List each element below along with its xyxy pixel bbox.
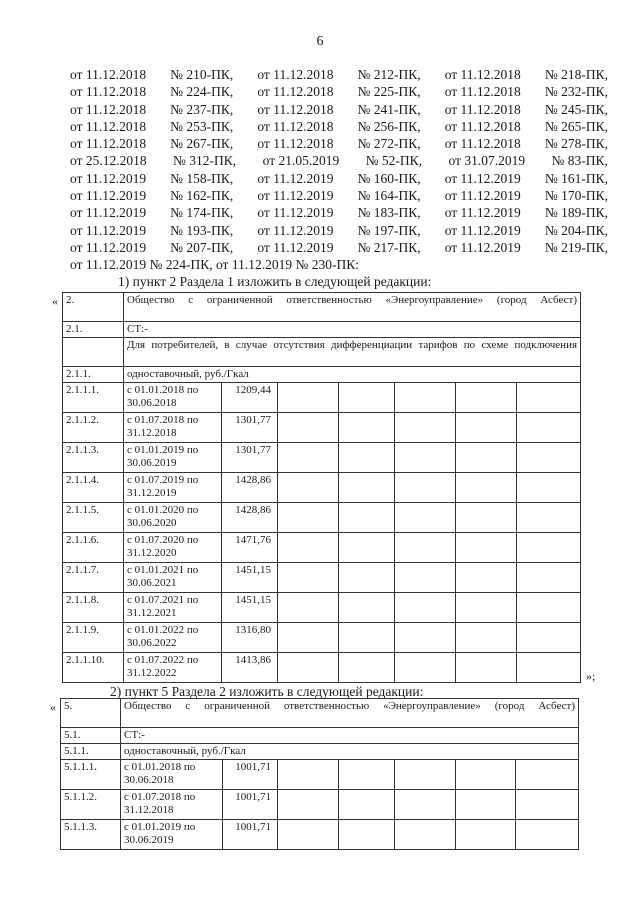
org-name: Общество с ограниченной ответственностью «Энергоуправление» (город Асбест) <box>121 699 579 728</box>
table-row <box>63 623 581 653</box>
decree-date: от 21.05.2019 <box>262 153 340 169</box>
org-name: Общество с ограниченной ответственностью «Энергоуправление» (город Асбест) <box>124 293 581 322</box>
decree-number: № 217-ПК, <box>357 239 421 255</box>
empty-cell <box>278 653 339 683</box>
empty-cell <box>339 473 395 503</box>
empty-cell <box>456 473 517 503</box>
decree-number: № 212-ПК, <box>357 67 421 82</box>
table-row <box>61 760 579 790</box>
decree-number: № 207-ПК, <box>170 239 234 255</box>
empty-cell <box>516 820 579 850</box>
table-row <box>63 503 581 533</box>
empty-cell <box>517 383 581 413</box>
row-period: с 01.07.2021 по 31.12.2021 <box>124 593 222 623</box>
decree-number: № 224-ПК, <box>170 84 234 100</box>
paragraph-2: 2) пункт 5 Раздела 2 изложить в следующей редакции: <box>110 684 424 699</box>
empty-cell <box>395 790 456 820</box>
row-value: 1301,77 <box>222 413 278 443</box>
decree-number: № 174-ПК, <box>170 205 234 221</box>
empty-cell <box>516 790 579 820</box>
decree-date: от 11.12.2018 <box>257 118 334 134</box>
row-value: 1301,77 <box>222 443 278 473</box>
row-number: 2.1.1.5. <box>63 503 124 533</box>
row-value: 1428,86 <box>222 503 278 533</box>
empty-cell <box>339 790 395 820</box>
empty-cell <box>339 443 395 473</box>
row-number: 2.1.1.2. <box>63 413 124 443</box>
system-number: 2.1. <box>63 322 124 338</box>
row-value: 1001,71 <box>223 820 278 850</box>
decree-date: от 11.12.2018 <box>444 67 521 82</box>
empty-cell <box>456 760 516 790</box>
close-quote: »; <box>586 669 596 683</box>
decree-date: от 31.07.2019 <box>448 153 526 169</box>
table-row <box>63 413 581 443</box>
open-quote-2: « <box>50 700 56 714</box>
decree-date: от 11.12.2019 <box>444 239 521 255</box>
system-number: 5.1. <box>61 728 121 744</box>
decree-line <box>70 135 608 152</box>
consumers-spacer <box>63 338 124 367</box>
decree-number: № 312-ПК, <box>173 153 237 169</box>
org-row <box>63 293 581 322</box>
decree-date: от 11.12.2018 <box>70 118 147 134</box>
row-number: 2.1.1.4. <box>63 473 124 503</box>
empty-cell <box>456 563 517 593</box>
decree-number: № 245-ПК, <box>544 101 608 117</box>
empty-cell <box>278 473 339 503</box>
decree-number: № 256-ПК, <box>357 118 421 134</box>
empty-cell <box>516 760 579 790</box>
rate-name: одноставочный, руб./Гкал <box>124 367 581 383</box>
empty-cell <box>456 413 517 443</box>
decree-number: № 83-ПК, <box>551 153 608 169</box>
org-row <box>61 699 579 728</box>
row-number: 2.1.1.1. <box>63 383 124 413</box>
empty-cell <box>456 653 517 683</box>
decree-number: № 162-ПК, <box>170 188 234 204</box>
empty-cell <box>339 533 395 563</box>
row-value: 1428,86 <box>222 473 278 503</box>
row-value: 1451,15 <box>222 593 278 623</box>
decree-list <box>70 66 608 274</box>
row-value: 1316,80 <box>222 623 278 653</box>
decree-date: от 11.12.2019 <box>257 188 334 204</box>
empty-cell <box>278 503 339 533</box>
decree-number: № 158-ПК, <box>170 170 234 186</box>
org-number: 2. <box>63 293 124 322</box>
decree-number: № 225-ПК, <box>357 84 421 100</box>
rate-row <box>63 367 581 383</box>
paragraph-1: 1) пункт 2 Раздела 1 изложить в следующей редакции: <box>118 274 432 289</box>
decree-date: от 11.12.2019 <box>444 222 521 238</box>
table-row <box>63 593 581 623</box>
table-row <box>63 443 581 473</box>
system-row <box>63 322 581 338</box>
empty-cell <box>517 473 581 503</box>
empty-cell <box>395 623 456 653</box>
decree-date: от 11.12.2018 <box>444 101 521 117</box>
empty-cell <box>278 760 339 790</box>
decree-line <box>70 118 608 135</box>
decree-number: № 183-ПК, <box>357 205 421 221</box>
decree-date: от 11.12.2018 <box>257 67 334 82</box>
row-number: 5.1.1.3. <box>61 820 121 850</box>
empty-cell <box>278 790 339 820</box>
empty-cell <box>517 443 581 473</box>
decree-number: № 218-ПК, <box>544 67 608 82</box>
row-period: с 01.01.2018 по 30.06.2018 <box>121 760 223 790</box>
table-row <box>63 383 581 413</box>
empty-cell <box>339 563 395 593</box>
decree-number: № 210-ПК, <box>170 67 234 82</box>
row-period: с 01.01.2019 по 30.06.2019 <box>121 820 223 850</box>
row-period: с 01.01.2020 по 30.06.2020 <box>124 503 222 533</box>
empty-cell <box>278 443 339 473</box>
empty-cell <box>456 820 516 850</box>
row-period: с 01.07.2018 по 31.12.2018 <box>121 790 223 820</box>
empty-cell <box>339 503 395 533</box>
empty-cell <box>395 563 456 593</box>
decree-number: № 52-ПК, <box>365 153 423 169</box>
decree-date: от 11.12.2019 <box>70 205 147 221</box>
org-number: 5. <box>61 699 121 728</box>
empty-cell <box>278 623 339 653</box>
empty-cell <box>339 623 395 653</box>
empty-cell <box>517 593 581 623</box>
empty-cell <box>517 623 581 653</box>
decree-date: от 11.12.2019 <box>70 188 147 204</box>
decree-number: № 219-ПК, <box>544 239 608 255</box>
decree-line <box>70 204 608 221</box>
row-value: 1451,15 <box>222 563 278 593</box>
decree-line <box>70 83 608 100</box>
empty-cell <box>517 413 581 443</box>
consumers-row <box>63 338 581 367</box>
empty-cell <box>456 533 517 563</box>
row-value: 1209,44 <box>222 383 278 413</box>
decree-date: от 11.12.2018 <box>257 101 334 117</box>
decree-date: от 11.12.2019 <box>257 170 334 186</box>
empty-cell <box>517 503 581 533</box>
row-period: с 01.01.2022 по 30.06.2022 <box>124 623 222 653</box>
row-period: с 01.07.2022 по 31.12.2022 <box>124 653 222 683</box>
row-period: с 01.07.2019 по 31.12.2019 <box>124 473 222 503</box>
empty-cell <box>278 413 339 443</box>
row-period: с 01.01.2019 по 30.06.2019 <box>124 443 222 473</box>
decree-date: от 11.12.2018 <box>70 101 147 117</box>
decree-number: № 204-ПК, <box>544 222 608 238</box>
system-row <box>61 728 579 744</box>
row-period: с 01.01.2018 по 30.06.2018 <box>124 383 222 413</box>
rate-row <box>61 744 579 760</box>
decree-number: № 232-ПК, <box>544 84 608 100</box>
tariff-table-2 <box>60 698 579 850</box>
empty-cell <box>456 593 517 623</box>
decree-date: от 11.12.2018 <box>257 84 334 100</box>
row-number: 5.1.1.2. <box>61 790 121 820</box>
row-number: 2.1.1.9. <box>63 623 124 653</box>
rate-name: одноставочный, руб./Гкал <box>121 744 579 760</box>
empty-cell <box>278 563 339 593</box>
empty-cell <box>517 533 581 563</box>
decree-line <box>70 187 608 204</box>
decree-number: № 272-ПК, <box>357 136 421 152</box>
empty-cell <box>395 383 456 413</box>
decree-date: от 11.12.2019 <box>70 222 147 238</box>
row-number: 2.1.1.6. <box>63 533 124 563</box>
table-row <box>63 473 581 503</box>
empty-cell <box>395 653 456 683</box>
decree-number: № 265-ПК, <box>544 118 608 134</box>
decree-date: от 11.12.2018 <box>257 136 334 152</box>
decree-number: № 241-ПК, <box>357 101 421 117</box>
row-value: 1471,76 <box>222 533 278 563</box>
empty-cell <box>278 593 339 623</box>
empty-cell <box>339 383 395 413</box>
decree-line <box>70 66 608 83</box>
decree-date: от 11.12.2019 <box>70 170 147 186</box>
decree-number: № 189-ПК, <box>544 205 608 221</box>
empty-cell <box>278 533 339 563</box>
empty-cell <box>395 443 456 473</box>
rate-number: 5.1.1. <box>61 744 121 760</box>
decree-date: от 11.12.2019 <box>257 222 334 238</box>
empty-cell <box>456 503 517 533</box>
decree-date: от 11.12.2018 <box>70 67 147 82</box>
empty-cell <box>395 760 456 790</box>
table-row <box>63 563 581 593</box>
system-name: СТ:- <box>124 322 581 338</box>
decree-number: № 253-ПК, <box>170 118 234 134</box>
row-value: 1001,71 <box>223 790 278 820</box>
decree-number: № 193-ПК, <box>170 222 234 238</box>
decree-date: от 25.12.2018 <box>70 153 147 169</box>
decree-last-line: от 11.12.2019 № 224-ПК, от 11.12.2019 № 230-ПК: <box>70 257 359 273</box>
empty-cell <box>456 383 517 413</box>
decree-line <box>70 152 608 169</box>
tariff-table-1 <box>62 292 581 683</box>
decree-date: от 11.12.2019 <box>444 205 521 221</box>
empty-cell <box>395 413 456 443</box>
decree-date: от 11.12.2019 <box>444 188 521 204</box>
decree-line <box>70 239 608 256</box>
decree-number: № 267-ПК, <box>170 136 234 152</box>
empty-cell <box>339 413 395 443</box>
system-name: СТ:- <box>121 728 579 744</box>
row-period: с 01.07.2020 по 31.12.2020 <box>124 533 222 563</box>
table-row <box>63 653 581 683</box>
decree-line <box>70 101 608 118</box>
empty-cell <box>395 503 456 533</box>
empty-cell <box>339 593 395 623</box>
empty-cell <box>395 533 456 563</box>
empty-cell <box>395 473 456 503</box>
empty-cell <box>339 760 395 790</box>
row-period: с 01.07.2018 по 31.12.2018 <box>124 413 222 443</box>
decree-number: № 164-ПК, <box>357 188 421 204</box>
decree-date: от 11.12.2018 <box>444 118 521 134</box>
decree-date: от 11.12.2019 <box>70 239 147 255</box>
row-value: 1413,86 <box>222 653 278 683</box>
row-number: 2.1.1.3. <box>63 443 124 473</box>
empty-cell <box>517 563 581 593</box>
decree-line <box>70 222 608 239</box>
decree-number: № 161-ПК, <box>544 170 608 186</box>
table-row <box>63 533 581 563</box>
decree-date: от 11.12.2019 <box>257 205 334 221</box>
decree-number: № 197-ПК, <box>357 222 421 238</box>
open-quote-1: « <box>52 294 58 308</box>
decree-date: от 11.12.2019 <box>257 239 334 255</box>
decree-date: от 11.12.2019 <box>444 170 521 186</box>
row-number: 5.1.1.1. <box>61 760 121 790</box>
empty-cell <box>339 820 395 850</box>
rate-number: 2.1.1. <box>63 367 124 383</box>
decree-date: от 11.12.2018 <box>70 84 147 100</box>
empty-cell <box>395 593 456 623</box>
empty-cell <box>456 623 517 653</box>
row-number: 2.1.1.8. <box>63 593 124 623</box>
decree-number: № 170-ПК, <box>544 188 608 204</box>
empty-cell <box>395 820 456 850</box>
row-number: 2.1.1.10. <box>63 653 124 683</box>
empty-cell <box>456 790 516 820</box>
empty-cell <box>278 820 339 850</box>
decree-line <box>70 170 608 187</box>
row-number: 2.1.1.7. <box>63 563 124 593</box>
decree-date: от 11.12.2018 <box>70 136 147 152</box>
table-row <box>61 820 579 850</box>
empty-cell <box>456 443 517 473</box>
decree-date: от 11.12.2018 <box>444 84 521 100</box>
page-number: 6 <box>316 34 324 49</box>
decree-number: № 237-ПК, <box>170 101 234 117</box>
empty-cell <box>278 383 339 413</box>
empty-cell <box>517 653 581 683</box>
empty-cell <box>339 653 395 683</box>
row-value: 1001,71 <box>223 760 278 790</box>
decree-number: № 278-ПК, <box>544 136 608 152</box>
decree-number: № 160-ПК, <box>357 170 421 186</box>
table-row <box>61 790 579 820</box>
row-period: с 01.01.2021 по 30.06.2021 <box>124 563 222 593</box>
consumers-text: Для потребителей, в случае отсутствия дифференциации тарифов по схеме подключения <box>124 338 581 367</box>
decree-date: от 11.12.2018 <box>444 136 521 152</box>
